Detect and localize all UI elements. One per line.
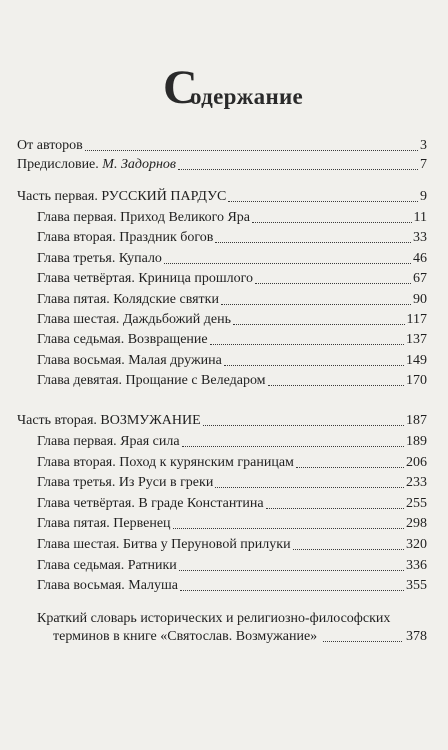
toc-chapter-entry[interactable] [37, 309, 427, 329]
toc-chapter-entry[interactable] [37, 452, 427, 472]
toc-page-number: 187 [406, 413, 427, 428]
chapter-title: Глава первая. Приход Великого Яра [37, 210, 251, 225]
toc-chapter-entry[interactable] [37, 350, 427, 370]
chapter-title: Глава пятая. Колядские святки [37, 291, 219, 307]
leader-dots [85, 150, 418, 151]
glossary-line-2: терминов в книге «Святослав. Возмужание» [53, 629, 318, 644]
toc-chapter-entry[interactable] [37, 555, 427, 575]
toc-chapter-entry[interactable] [37, 575, 427, 595]
toc-page-number: 206 [406, 454, 427, 470]
toc-chapter-entry[interactable] [37, 268, 427, 288]
leader-dots [164, 263, 411, 264]
chapter-title: Глава третья. Купало [37, 250, 162, 266]
toc-page-number: 11 [413, 210, 427, 225]
title-text: одержание [190, 84, 304, 109]
leader-dots [180, 590, 404, 591]
leader-dots [210, 344, 404, 345]
leader-dots [224, 365, 404, 366]
toc-page-number: 149 [406, 352, 427, 368]
toc-page-number: 67 [413, 271, 427, 287]
toc-entry-label: Предисловие. М. Задорнов [17, 157, 176, 172]
toc-entry-label: От авторов [17, 138, 83, 153]
leader-dots [293, 549, 404, 550]
leader-dots [182, 446, 404, 447]
toc-page-number: 90 [413, 291, 427, 307]
toc-chapter-entry[interactable] [37, 513, 427, 533]
leader-dots [215, 487, 404, 488]
chapter-title: Глава первая. Ярая сила [37, 434, 180, 449]
chapter-title: Глава восьмая. Малуша [37, 578, 179, 594]
toc-chapter-entry[interactable] [37, 227, 427, 247]
chapter-title: Глава четвёртая. Криница прошлого [37, 271, 254, 287]
page-title [163, 61, 363, 116]
toc-chapter-entry[interactable] [37, 493, 427, 513]
toc-chapter-entry[interactable] [37, 207, 427, 227]
toc-page-number: 33 [413, 230, 427, 246]
chapter-title: Глава восьмая. Малая дружина [37, 352, 222, 368]
toc-part-2[interactable] [17, 410, 427, 430]
toc-page-number: 378 [406, 629, 427, 644]
chapter-title: Глава шестая. Даждьбожий день [37, 312, 231, 327]
leader-dots [296, 467, 404, 468]
toc-part-1[interactable] [17, 186, 427, 206]
toc-entry-preface[interactable] [17, 154, 427, 174]
leader-dots [268, 385, 404, 386]
toc-page-number: 3 [420, 138, 427, 153]
leader-dots [178, 169, 418, 170]
leader-dots [233, 324, 405, 325]
leader-dots [252, 222, 411, 223]
toc-page-number: 320 [406, 537, 427, 552]
toc-page-number: 189 [406, 434, 427, 449]
toc-chapter-entry[interactable] [37, 248, 427, 268]
chapter-title: Глава пятая. Первенец [37, 516, 171, 532]
toc-chapter-entry[interactable] [37, 370, 427, 390]
chapter-title: Глава вторая. Поход к курянским границам [37, 454, 294, 470]
toc-entry-glossary[interactable] [37, 610, 427, 646]
leader-dots [203, 425, 404, 426]
glossary-line-1: Краткий словарь исторических и религиозно-философских [37, 611, 391, 626]
chapter-title: Глава седьмая. Возвращение [37, 332, 208, 348]
leader-dots [266, 508, 404, 509]
toc-page-number: 355 [406, 578, 427, 594]
leader-dots [173, 528, 404, 529]
chapter-title: Глава шестая. Битва у Перуновой прилуки [37, 537, 291, 552]
chapter-title: Глава девятая. Прощание с Веледаром [37, 373, 266, 389]
part-title: Часть вторая. ВОЗМУЖАНИЕ [17, 413, 201, 428]
toc-page-number: 255 [406, 495, 427, 511]
title-dropcap: С [163, 61, 198, 114]
leader-dots [228, 201, 418, 202]
chapter-title: Глава третья. Из Руси в греки [37, 475, 214, 491]
toc-chapter-entry[interactable] [37, 329, 427, 349]
toc-page-number: 336 [406, 557, 427, 573]
leader-dots [221, 304, 411, 305]
leader-dots [255, 283, 411, 284]
preface-author: М. Задорнов [102, 157, 176, 172]
toc-page-number: 137 [406, 332, 427, 348]
chapter-title: Глава седьмая. Ратники [37, 557, 177, 573]
toc-chapter-entry[interactable] [37, 289, 427, 309]
toc-page-number: 7 [420, 157, 427, 172]
toc-page-number: 117 [406, 312, 427, 327]
toc-page-number: 233 [406, 475, 427, 491]
leader-dots [323, 641, 402, 642]
toc-page-number: 298 [406, 516, 427, 532]
toc-page-number: 46 [413, 250, 427, 266]
toc-page-number: 170 [406, 373, 427, 389]
toc-page-number: 9 [420, 189, 427, 204]
toc-chapter-entry[interactable] [37, 472, 427, 492]
chapter-title: Глава четвёртая. В граде Константина [37, 495, 264, 511]
leader-dots [179, 570, 404, 571]
toc-entry-authors[interactable] [17, 135, 427, 155]
toc-chapter-entry[interactable] [37, 431, 427, 451]
leader-dots [215, 242, 411, 243]
toc-chapter-entry[interactable] [37, 534, 427, 554]
chapter-title: Глава вторая. Праздник богов [37, 230, 214, 246]
part-title: Часть первая. РУССКИЙ ПАРДУС [17, 189, 227, 204]
